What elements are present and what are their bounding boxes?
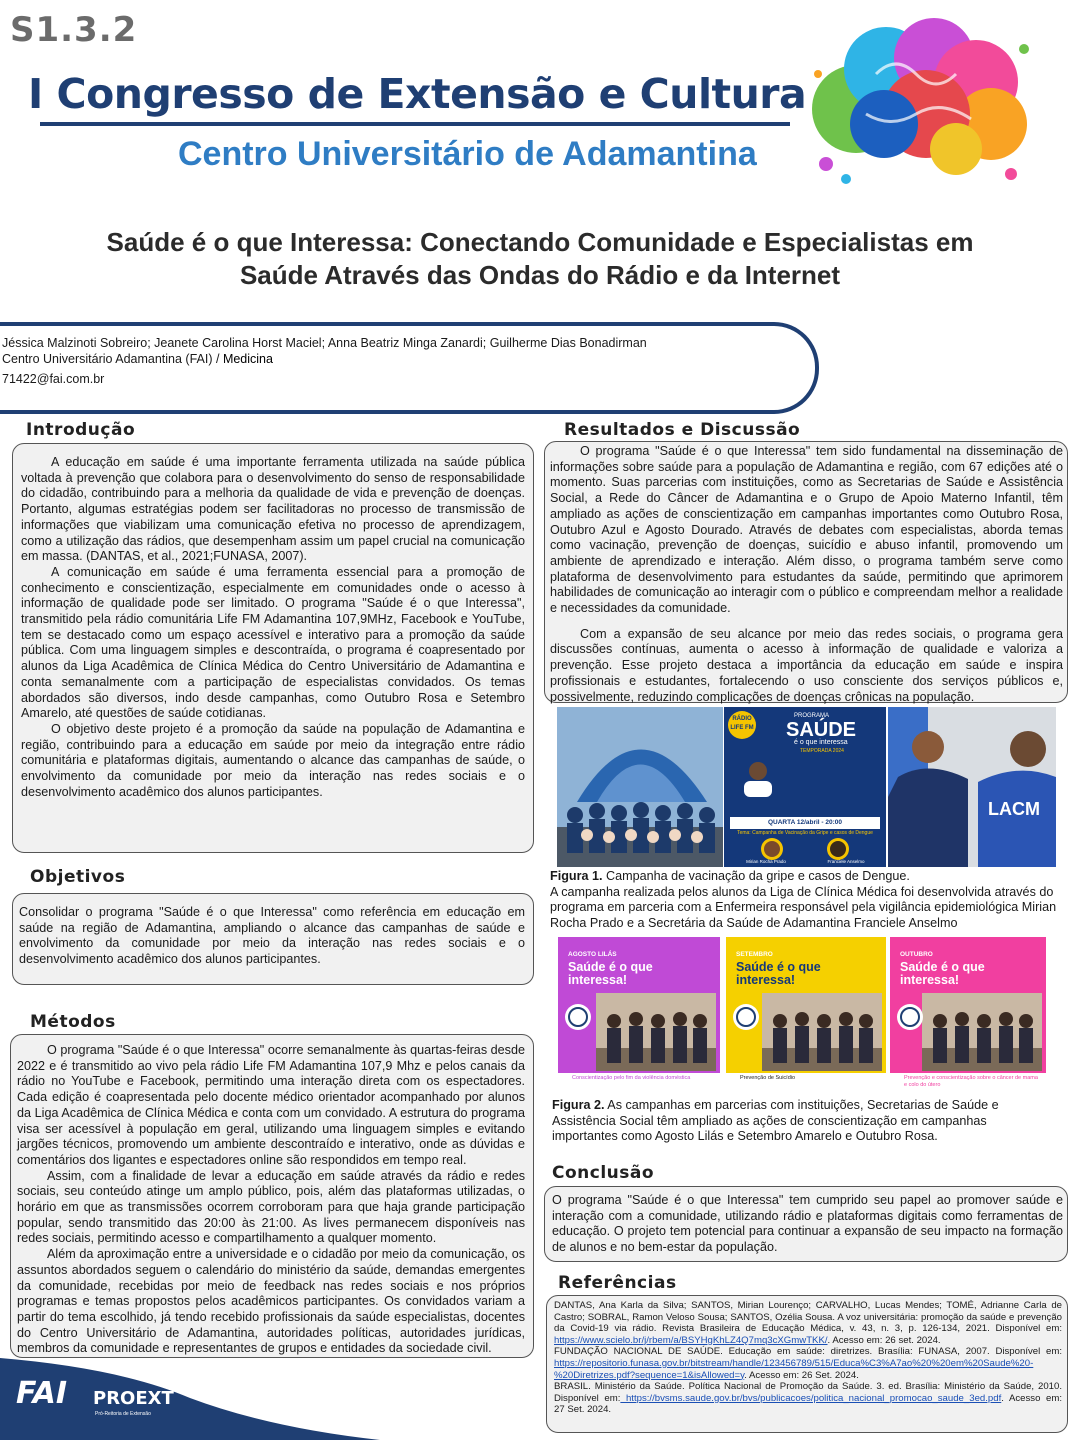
introducao-box (12, 443, 534, 853)
author-names: Jéssica Malzinoti Sobreiro; Jeanete Carolina Horst Maciel; Anna Beatriz Minga Zanardi; Guilherme Dias Bonadirman (2, 336, 647, 350)
affiliation-text: Centro Universitário Adamantina (FAI) / (2, 352, 223, 366)
fai-logo: FAI (16, 1376, 68, 1411)
campaign-footer: Prevenção de Suicídio (726, 1073, 886, 1093)
campaign-card (890, 937, 1046, 1093)
reference-1 (554, 1300, 1062, 1346)
intro-paragraph-3: O objetivo deste projeto é a promoção da saúde na população de Adamantina e região, contribuindo para a educação em saúde por meio da integração entre rádio comunitária e plataformas digitais, aumentando o alcance das campanhas de saúde, o envolvimento da comunidade por meio da interação nas redes sociais e o desenvolvimento acadêmico dos alunos participantes. (21, 721, 525, 799)
guest-2-name: Franciele Anselmo (827, 859, 865, 864)
proext-logo: PROEXT (93, 1388, 174, 1409)
reference-2 (554, 1346, 1062, 1381)
conclusao-box (544, 1186, 1068, 1262)
group-photo-icon (557, 707, 723, 867)
poster-subtitle: é o que interessa (794, 739, 848, 746)
poster-date: QUARTA 12/abril - 20:00 (730, 817, 880, 829)
authors-box (0, 322, 819, 414)
campaign-month: AGOSTO LILÁS (568, 951, 617, 958)
referencias-box (546, 1295, 1068, 1433)
footer-banner (0, 1358, 380, 1440)
lacm-shirt-logo: LACM (988, 799, 1040, 819)
resultados-box (544, 441, 1068, 703)
figure1-radio-poster (724, 707, 886, 867)
figure1-description: A campanha realizada pelos alunos da Liga de Clínica Médica foi desenvolvida através do programa em parceria com a Enfermeira responsável pela vigilância epidemiológica Mirian Rocha Prado e a Secretária da Saúde de Adamantina Franciele Anselmo (550, 884, 1057, 931)
course: Medicina (222, 352, 273, 366)
metodos-paragraph-2: Assim, com a finalidade de levar a educação em saúde através da rádio e redes sociais, seu conteúdo atinge um amplo público, pois, além das plataformas utilizadas, o horário em que as transmissões ocorrem corroboram para que haja grande participação popular, sendo transmitido das 20:00 às 21:00. As lives permanecem disponíveis nas redes sociais, permitindo acesso e compartilhamento a qualquer momento. (17, 1168, 525, 1246)
resultados-paragraph-2: Com a expansão de seu alcance por meio das redes sociais, o programa gera discussões contínuas, aumenta o acesso à informação de qualidade e valoriza a prevenção. Esse projeto destaca a importância da educação em saúde e inspira profissionais e estudantes, fortalecendo o uso consciente dos serviços públicos e, possivelmente, reduzindo complicações de doenças crônicas na população. (550, 626, 1063, 704)
reference-3-access: . Acesso em: 27 Set. 2024. (554, 1392, 1063, 1416)
conclusao-text: O programa "Saúde é o que Interessa" tem cumprido seu papel ao promover saúde e interação com a comunidade, utilizando rádio e plataformas digitais como ferramentas de educação. O projeto tem potencial para continuar a expansão de seu impacto na formação de alunos e no bem-estar da população. (552, 1193, 1063, 1255)
figure1-caption-text: Campanha de vacinação da gripe e casos de Dengue. (602, 869, 910, 883)
partner-seal-icon (564, 1003, 592, 1031)
section-title-resultados: Resultados e Discussão (564, 420, 801, 440)
campaign-title: Saúde é o que interessa! (900, 960, 985, 987)
campaign-month: SETEMBRO (736, 951, 773, 958)
host-photo-icon (738, 757, 778, 797)
metodos-paragraph-3: Além da aproximação entre a universidade e o cidadão por meio da comunicação, os assuntos abordados seguem o calendário do ministério da saúde, demandas emergentes da comunidade, recebidas por meio de feedback nas redes sociais e nos próprios programas e temas propostos pelos acadêmicos participantes. Os convidados variam a partir do tema escolhido, já tendo recebido profissionais da saúde especialistas, docentes do Centro Universitário de Adamantina, autoridades políticas, autoridades jurídicas, membros da comunidade e representantes de grupos e entidades da sociedade civil. (17, 1247, 525, 1356)
section-title-introducao: Introdução (26, 420, 136, 440)
resultados-paragraph-1: O programa "Saúde é o que Interessa" tem sido fundamental na disseminação de informações sobre saúde para a população de Adamantina e região, com 67 edições até o momento. Suas parcerias com instituições, como as Secretarias de Saúde e Assistência Social, a Rede do Câncer de Adamantina e o Grupo de Apoio Materno Infantil, têm ampliado as ações de conscientização em campanhas importantes como Outubro Rosa, Outubro Azul e Agosto Dourado. Através de debates com especialistas, aborda temas como vacinação, prevenção de doenças, suicídio e abuso infantil, promovendo um ambiente de aprendizado e interação. Além disso, o programa também serve como plataforma de desenvolvimento para estudantes da saúde, permitindo que aprimorem habilidades de comunicação ao interagir com o público e compreendam melhor a realidade e necessidades da comunidade. (550, 444, 1063, 616)
reference-3 (554, 1381, 1062, 1416)
reference-1-link[interactable]: https://www.scielo.br/j/rbem/a/BSYHgKhLZ4Q7mq3cXGmwTKK/ (554, 1334, 828, 1346)
metodos-box (10, 1034, 534, 1358)
figure1-photo-group (557, 707, 723, 867)
radio-life-fm-logo: RÁDIO LIFE FM (728, 711, 756, 739)
campaign-group-photo-icon (762, 993, 882, 1071)
title-line-2: Saúde Através das Ondas do Rádio e da Internet (239, 260, 841, 290)
reference-1-access: . Acesso em: 26 set. 2024. (827, 1334, 941, 1346)
congress-title: I Congresso de Extensão e Cultura (28, 70, 807, 118)
partner-seal-icon (896, 1003, 924, 1031)
reference-2-access: . Acesso em: 26 Set. 2024. (744, 1369, 859, 1381)
section-title-objetivos: Objetivos (30, 867, 126, 887)
vaccination-photo-icon (888, 707, 1056, 867)
affiliation (2, 352, 273, 366)
reference-1-text: DANTAS, Ana Karla da Silva; SANTOS, Mirian Lourenço; CARVALHO, Lucas Mendes; TOMÉ, Adrianne Carla de Castro; SOBRAL, Ramon Veloso Sousa; SANTOS, Ozélia Sousa. A voz universitária: promoção da saúde e prevenção da Covid-19 via rádio. Revista Brasileira de Educação Médica, v. 43, n. 3, p. 126-134, 2021. Disponível em: (554, 1300, 1062, 1335)
campaign-footer: Prevenção e conscientização sobre o câncer de mama e colo do útero (890, 1073, 1046, 1093)
campaign-title: Saúde é o que interessa! (568, 960, 653, 987)
institution-name: Centro Universitário de Adamantina (178, 135, 757, 173)
author-email: 71422@fai.com.br (2, 372, 105, 386)
brain-logo-icon (806, 14, 1034, 196)
intro-paragraph-2: A comunicação em saúde é uma ferramenta essencial para a promoção de conhecimento e conscientização, especialmente em comunidades onde o acesso à informação de qualidade pode ser limitado. O programa "Saúde é o que Interessa", transmitido pela rádio comunitária Life FM Adamantina 107,9MHz, Facebook e YouTube, tem se destacado como um espaço acessível e interativo para a promoção da saúde pública. Com uma linguagem simples e descontraída, o programa é coapresentado por alunos da Liga Acadêmica de Clínica Médica do Centro Universitário de Adamantina e conta semanalmente com a participação de especialistas convidados. Os temas abordados são diversos, indo desde campanhas, como Outubro Rosa e Setembro Amarelo, até questões de saúde cotidianas. (21, 564, 525, 721)
poster-program-label: PROGRAMA (794, 713, 830, 719)
campaign-month: OUTUBRO (900, 951, 933, 958)
figure1-label: Figura 1. (550, 869, 603, 883)
figure1-vaccination-photo (888, 707, 1056, 867)
title-underline (40, 122, 790, 126)
poster-theme: Tema: Campanha de Vacinação da Gripe e casos de Dengue (737, 830, 873, 836)
section-title-metodos: Métodos (30, 1012, 116, 1032)
metodos-paragraph-1: O programa "Saúde é o que Interessa" ocorre semanalmente às quartas-feiras desde 2022 e é transmitido ao vivo pela rádio Life FM Adamantina 107,9 Mhz e pelos canais da rádio no YouTube e Facebook, permitindo uma interação direta com os espectadores. Cada edição é coapresentada pelo docente médico orientador acompanhado por alunos da Liga Acadêmica de Clínica Médica e conta com um convidado. A estrutura do programa visa ser acessível à população em geral, utilizando uma linguagem simples e evitando jargões técnicos, promovendo um ambiente descontraído e interativo, onde as dúvidas e comentários dos ligantes e espectadores online são respondidos em tempo real. (17, 1043, 525, 1167)
poster-title (40, 226, 1040, 292)
campaign-title: Saúde é o que interessa! (736, 960, 821, 987)
campaign-footer: Conscientização pelo fim da violência doméstica (558, 1073, 720, 1093)
reference-3-text: BRASIL. Ministério da Saúde. Política Nacional de Promoção da Saúde. 3. ed. Brasília: Ministério da Saúde, 2010. Disponível em: (554, 1381, 1062, 1404)
figure1-caption (550, 869, 1070, 932)
section-title-conclusao: Conclusão (552, 1163, 655, 1183)
guest-1-name: Mirian Rocha Prado (746, 859, 786, 864)
reference-2-link[interactable]: https://repositorio.funasa.gov.br/bitstream/handle/123456789/515/Educa%C3%A7ao%20%20em%20Saude%20-%20Diretrizes.pdf?sequence=1&isAllowed=y (554, 1357, 1034, 1381)
figure2-caption-text: As campanhas em parcerias com instituições, Secretarias de Saúde e Assistência Social têm ampliado as ações de conscientização em campanhas importantes como Agosto Lilás e Setembro Amarelo e Outubro Rosa. (552, 1098, 999, 1144)
poster-code: S1.3.2 (10, 10, 138, 50)
campaign-card (558, 937, 720, 1093)
reference-2-text: FUNDAÇÃO NACIONAL DE SAÚDE. Educação em saúde: diretrizes. Brasília: FUNASA, 2007. Disponível em: (554, 1346, 1062, 1358)
figure2-label: Figura 2. (552, 1098, 605, 1112)
intro-paragraph-1: A educação em saúde é uma importante ferramenta utilizada na saúde pública voltada à prevenção que colabora para o desenvolvimento do senso de responsabilidade do cidadão, contribuindo para a melhoria da qualidade de vida e prevenção de doenças. Portanto, algumas estratégias podem ser facilitadoras no processo de transmissão de informações que viabilizam uma comunicação efetiva no processo de aprendizagem, como a utilização das rádios, que desempenham assim um papel crucial na comunicação em massa. (DANTAS, et al., 2021;FUNASA, 2007). (21, 455, 525, 564)
objetivos-text: Consolidar o programa "Saúde é o que Interessa" como referência em educação em saúde na região de Adamantina, ampliando o alcance das campanhas de saúde e envolvimento da comunidade por meio da interação nas redes sociais e o desenvolvimento acadêmico dos alunos participantes. (19, 905, 525, 967)
poster-title: SAÚDE (786, 719, 857, 741)
reference-3-link[interactable]: https://bvsms.saude.gov.br/bvs/publicacoes/politica_nacional_promocao_saude_3ed.pdf (620, 1392, 1002, 1404)
objetivos-box (12, 893, 534, 985)
figure2-caption (552, 1098, 1042, 1145)
guest-photos-icon (750, 837, 860, 861)
poster-season: TEMPORADA 2024 (800, 748, 844, 754)
section-title-referencias: Referências (558, 1273, 677, 1293)
proext-subtitle: Pró-Reitoria de Extensão (95, 1411, 151, 1417)
campaign-group-photo-icon (596, 993, 716, 1071)
title-line-1: Saúde é o que Interessa: Conectando Comunidade e Especialistas em (106, 227, 974, 257)
partner-seal-icon (732, 1003, 760, 1031)
campaign-card (726, 937, 886, 1093)
campaign-group-photo-icon (922, 993, 1042, 1071)
